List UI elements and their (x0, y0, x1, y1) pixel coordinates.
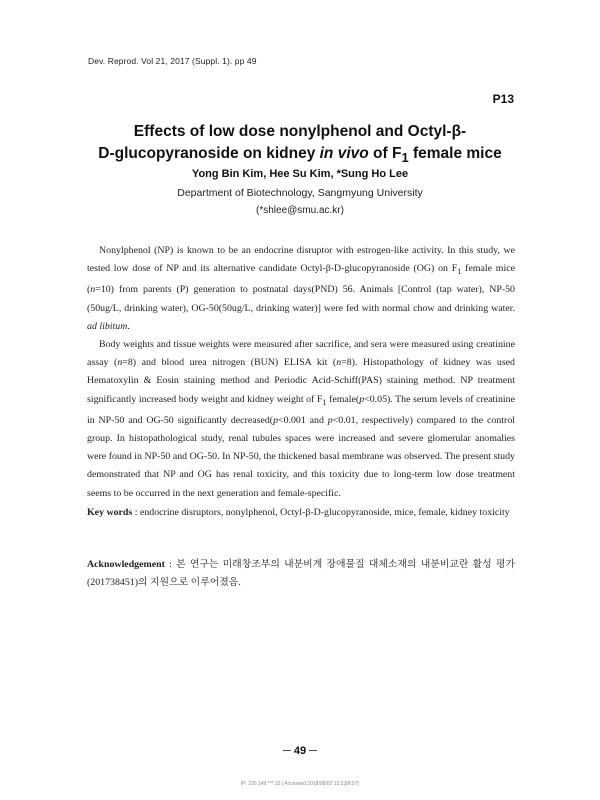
abstract (87, 242, 515, 503)
title-subscript: 1 (401, 150, 409, 166)
paper-title (60, 121, 540, 169)
abstract-paragraph-1 (87, 242, 515, 336)
affiliation: Department of Biotechnology, Sangmyung University (177, 187, 423, 199)
abstract-text: =8). Histopathology of kidney was used Hematoxylin & Eosin staining method and Periodic Acid-Schiff(PAS) staining method. NP treatment significantly increased body weight and kidney weight of F (87, 357, 515, 405)
title-line-2-b: of F (368, 145, 402, 162)
acknowledgement-text: : 본 연구는 미래창조부의 내분비계 장애물질 대체소재의 내분비교란 활성 평가(201738451)의 지원으로 이루어졌음. (87, 559, 515, 588)
acknowledgement-label: Acknowledgement (87, 559, 165, 570)
abstract-text: female( (326, 393, 360, 405)
access-footer: IP: 220.149.***.10 | Accessed 2018/08/02 13:23(KST) (240, 781, 360, 787)
italic-p: p (273, 414, 278, 426)
abstract-text: . (127, 320, 130, 332)
italic-n: n (336, 357, 342, 369)
abstract-text: =8) and blood urea nitrogen (BUN) ELISA kit ( (122, 357, 337, 369)
page-number: ─ 49 ─ (283, 745, 317, 757)
abstract-text: <0.01, respectively) compared to the control group. In histopathological study, renal tubules spaces were increased and severe glomerular anomalies were found in NP-50 and OG-50. In NP-50, the thickened basal membrane was observed. The present study demonstrated that NP and OG has renal toxicity, and this toxicity due to long-term low dose treatment seems to be occurred in the next generation and female-specific. (87, 414, 516, 499)
italic-n: n (90, 284, 96, 296)
italic-p: p (359, 393, 365, 405)
title-line-2-a: D-glucopyranoside on kidney (98, 145, 320, 162)
title-line-1: Effects of low dose nonylphenol and Octyl-β- (133, 123, 467, 140)
title-line-2-c: female mice (408, 145, 502, 162)
abstract-text: Nonylphenol (NP) is known to be an endocrine disruptor with estrogen-like activity. In this study, we tested low dose of NP and its alternative candidate Octyl-β-D-glucopyranoside (OG) on F (87, 245, 515, 275)
abstract-text: Body weights and tissue weights were measured after sacrifice, and sera were measured using creatinine assay ( (87, 338, 515, 369)
subscript: 1 (457, 267, 462, 277)
keywords-text: : endocrine disruptors, nonylphenol, Octyl-β-D-glucopyranoside, mice, female, kidney toxicity (132, 507, 510, 518)
subscript: 1 (322, 397, 327, 407)
italic-text: ad libitum (87, 320, 128, 332)
italic-n: n (117, 357, 123, 369)
authors: Yong Bin Kim, Hee Su Kim, *Sung Ho Lee (191, 168, 409, 180)
acknowledgement (87, 556, 515, 592)
abstract-text: <0.001 and (278, 414, 328, 426)
keywords (87, 504, 515, 522)
abstract-text: <0.05). The serum levels of creatinine in NP-50 and OG-50 significantly decreased( (87, 393, 515, 426)
keywords-label: Key words (87, 507, 133, 518)
abstract-text: =10) from parents (P) generation to postnatal days(PND) 56. Animals [Control (tap water), NP-50 (50ug/L, drinking water), OG-50(50ug/L, drinking water)] were fed with normal chow and drinking water. (87, 284, 515, 314)
title-italic: in vivo (319, 145, 369, 162)
poster-id: P13 (492, 92, 514, 106)
abstract-paragraph-2 (87, 336, 515, 503)
abstract-text: female mice ( (87, 263, 515, 296)
title-line-2 (60, 143, 540, 169)
journal-citation: Dev. Reprod. Vol 21, 2017 (Suppl. 1). pp 49 (88, 56, 257, 66)
italic-p: p (327, 414, 333, 426)
author-email: (*shlee@smu.ac.kr) (256, 205, 344, 216)
